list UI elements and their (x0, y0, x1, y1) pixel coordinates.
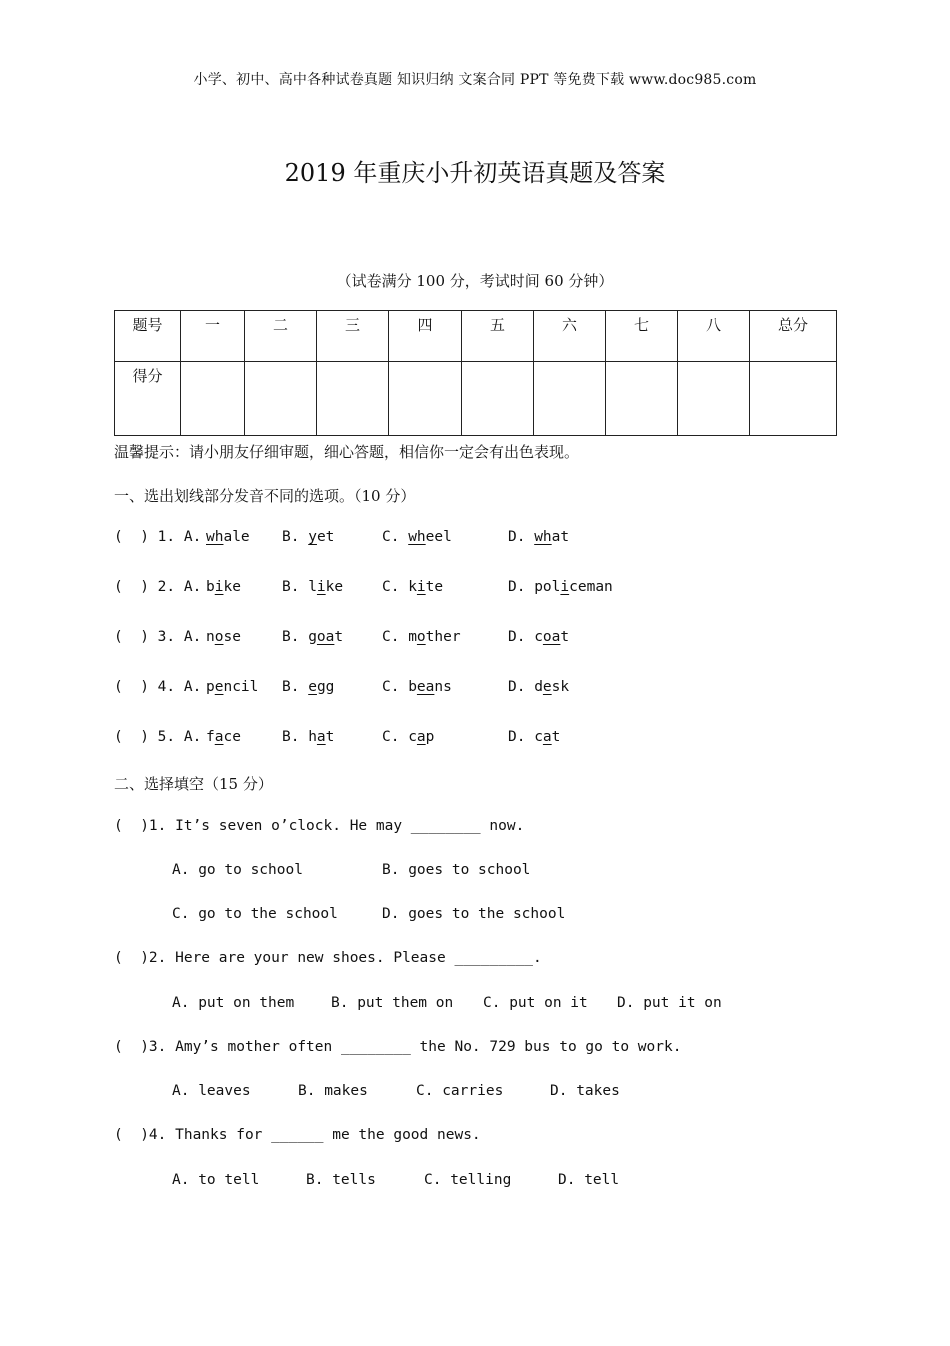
option-text: se (223, 629, 241, 645)
underlined-sound: oa (316, 629, 335, 645)
option-text: p (206, 679, 215, 695)
option-text: C. c (382, 729, 417, 745)
option-text: ce (223, 729, 241, 745)
option-text: ncil (223, 679, 259, 695)
option-text: eel (425, 529, 452, 545)
option-c[interactable] (382, 629, 461, 645)
option-text: C. (382, 529, 409, 545)
option-d[interactable]: D. tell (558, 1172, 620, 1188)
option-text: B. (282, 679, 309, 695)
score-cell[interactable] (181, 362, 245, 436)
option-b[interactable]: B. put them on (331, 995, 454, 1011)
underlined-sound: wh (534, 529, 552, 545)
option-b[interactable] (282, 679, 334, 695)
underlined-sound: i (316, 579, 326, 595)
option-text: ke (325, 579, 344, 595)
option-c[interactable]: C. carries (416, 1083, 504, 1099)
header-cell: 一 (181, 311, 245, 362)
score-table-header-row (115, 311, 837, 362)
option-text: te (425, 579, 444, 595)
option-a[interactable]: A. leaves (172, 1083, 251, 1099)
section2-title: 二、选择填空（15 分） (114, 775, 273, 793)
option-text: D. (508, 529, 535, 545)
header-cell: 五 (462, 311, 534, 362)
option-a[interactable] (206, 529, 250, 545)
row-label-cell: 得分 (115, 362, 181, 436)
score-cell[interactable] (534, 362, 606, 436)
option-text: ke (223, 579, 241, 595)
underlined-sound: ea (416, 679, 435, 695)
score-table (114, 310, 837, 436)
option-a[interactable]: A. go to school (172, 862, 303, 878)
option-d[interactable] (508, 729, 560, 745)
header-cell: 题号 (115, 311, 181, 362)
header-cell: 七 (606, 311, 678, 362)
option-text: D. d (508, 679, 543, 695)
option-b[interactable]: B. goes to school (382, 862, 531, 878)
underlined-sound: a (316, 729, 326, 745)
option-text: t (334, 629, 344, 645)
option-text: n (206, 629, 215, 645)
option-text: C. b (382, 679, 417, 695)
question-stem: ( )3. Amy’s mother often ________ the No. 729 bus to go to work. (114, 1039, 682, 1055)
option-text: at (551, 529, 570, 545)
option-c[interactable] (382, 679, 452, 695)
option-text: ceman (569, 579, 613, 595)
option-text: f (206, 729, 215, 745)
underlined-sound: oa (542, 629, 561, 645)
option-c[interactable]: C. telling (424, 1172, 512, 1188)
option-text: D. pol (508, 579, 561, 595)
header-cell: 总分 (750, 311, 837, 362)
option-text: ns (434, 679, 452, 695)
option-b[interactable] (282, 729, 334, 745)
question-number: ( ) 4. A. (114, 679, 202, 695)
underlined-sound: o (214, 629, 224, 645)
underlined-sound: a (542, 729, 552, 745)
option-c[interactable]: C. put on it (483, 995, 588, 1011)
header-cell: 二 (245, 311, 317, 362)
option-text: t (560, 629, 570, 645)
underlined-sound: i (214, 579, 224, 595)
underlined-sound: e (542, 679, 552, 695)
option-d[interactable] (508, 579, 613, 595)
score-cell[interactable] (317, 362, 389, 436)
section1-title: 一、选出划线部分发音不同的选项。（10 分） (114, 487, 416, 505)
underlined-sound: i (560, 579, 570, 595)
question-number: ( ) 5. A. (114, 729, 202, 745)
option-b[interactable] (282, 529, 334, 545)
option-d[interactable] (508, 529, 569, 545)
option-text: D. c (508, 729, 543, 745)
option-text: B. h (282, 729, 317, 745)
underlined-sound: wh (408, 529, 426, 545)
option-text: B. l (282, 579, 317, 595)
option-text: C. m (382, 629, 417, 645)
header-cell: 三 (317, 311, 389, 362)
option-a[interactable]: A. to tell (172, 1172, 260, 1188)
option-text: t (325, 729, 335, 745)
option-a[interactable] (206, 629, 241, 645)
option-c[interactable]: C. go to the school (172, 906, 338, 922)
option-a[interactable] (206, 679, 258, 695)
header-cell: 八 (678, 311, 750, 362)
option-b[interactable]: B. makes (298, 1083, 368, 1099)
question-stem: ( )1. It’s seven o’clock. He may ________ now. (114, 818, 525, 834)
option-b[interactable] (282, 629, 343, 645)
option-text: ther (425, 629, 461, 645)
question-stem: ( )4. Thanks for ______ me the good news. (114, 1127, 481, 1143)
option-c[interactable] (382, 729, 434, 745)
underlined-sound: o (416, 629, 426, 645)
option-c[interactable] (382, 579, 443, 595)
underlined-sound: a (416, 729, 426, 745)
option-text: D. c (508, 629, 543, 645)
exam-info: （试卷满分 100 分，考试时间 60 分钟） (336, 272, 614, 290)
score-table-score-row (115, 362, 837, 436)
underlined-sound: e (214, 679, 224, 695)
option-d[interactable] (508, 629, 569, 645)
underlined-sound: a (214, 729, 224, 745)
option-text: t (551, 729, 561, 745)
question-stem: ( )2. Here are your new shoes. Please _________. (114, 950, 542, 966)
option-d[interactable]: D. goes to the school (382, 906, 566, 922)
option-c[interactable] (382, 529, 452, 545)
underlined-sound: wh (206, 529, 224, 545)
score-cell[interactable] (245, 362, 317, 436)
option-d[interactable] (508, 679, 569, 695)
option-text: ale (223, 529, 250, 545)
option-b[interactable]: B. tells (306, 1172, 376, 1188)
option-a[interactable] (206, 579, 241, 595)
question-number: ( ) 2. A. (114, 579, 202, 595)
score-cell[interactable] (462, 362, 534, 436)
score-cell[interactable] (750, 362, 837, 436)
option-text: B. (282, 529, 309, 545)
option-text: B. g (282, 629, 317, 645)
tip-text: 温馨提示：请小朋友仔细审题，细心答题，相信你一定会有出色表现。 (114, 443, 580, 461)
option-text: gg (316, 679, 335, 695)
underlined-sound: e (308, 679, 317, 695)
option-a[interactable] (206, 729, 241, 745)
option-text: p (425, 729, 435, 745)
score-cell[interactable] (389, 362, 462, 436)
underlined-sound: i (416, 579, 426, 595)
option-text: b (206, 579, 215, 595)
option-b[interactable] (282, 579, 343, 595)
header-cell: 四 (389, 311, 462, 362)
option-text: C. k (382, 579, 417, 595)
option-d[interactable]: D. put it on (617, 995, 722, 1011)
underlined-sound: y (308, 529, 317, 545)
page-title: 2019 年重庆小升初英语真题及答案 (284, 159, 666, 187)
question-number: ( ) 3. A. (114, 629, 202, 645)
option-a[interactable]: A. put on them (172, 995, 295, 1011)
header-cell: 六 (534, 311, 606, 362)
score-cell[interactable] (678, 362, 750, 436)
option-text: et (316, 529, 335, 545)
question-number: ( ) 1. A. (114, 529, 202, 545)
option-d[interactable]: D. takes (550, 1083, 620, 1099)
page-header: 小学、初中、高中各种试卷真题 知识归纳 文案合同 PPT 等免费下载 www.doc985.com (193, 72, 757, 88)
score-cell[interactable] (606, 362, 678, 436)
option-text: sk (551, 679, 570, 695)
